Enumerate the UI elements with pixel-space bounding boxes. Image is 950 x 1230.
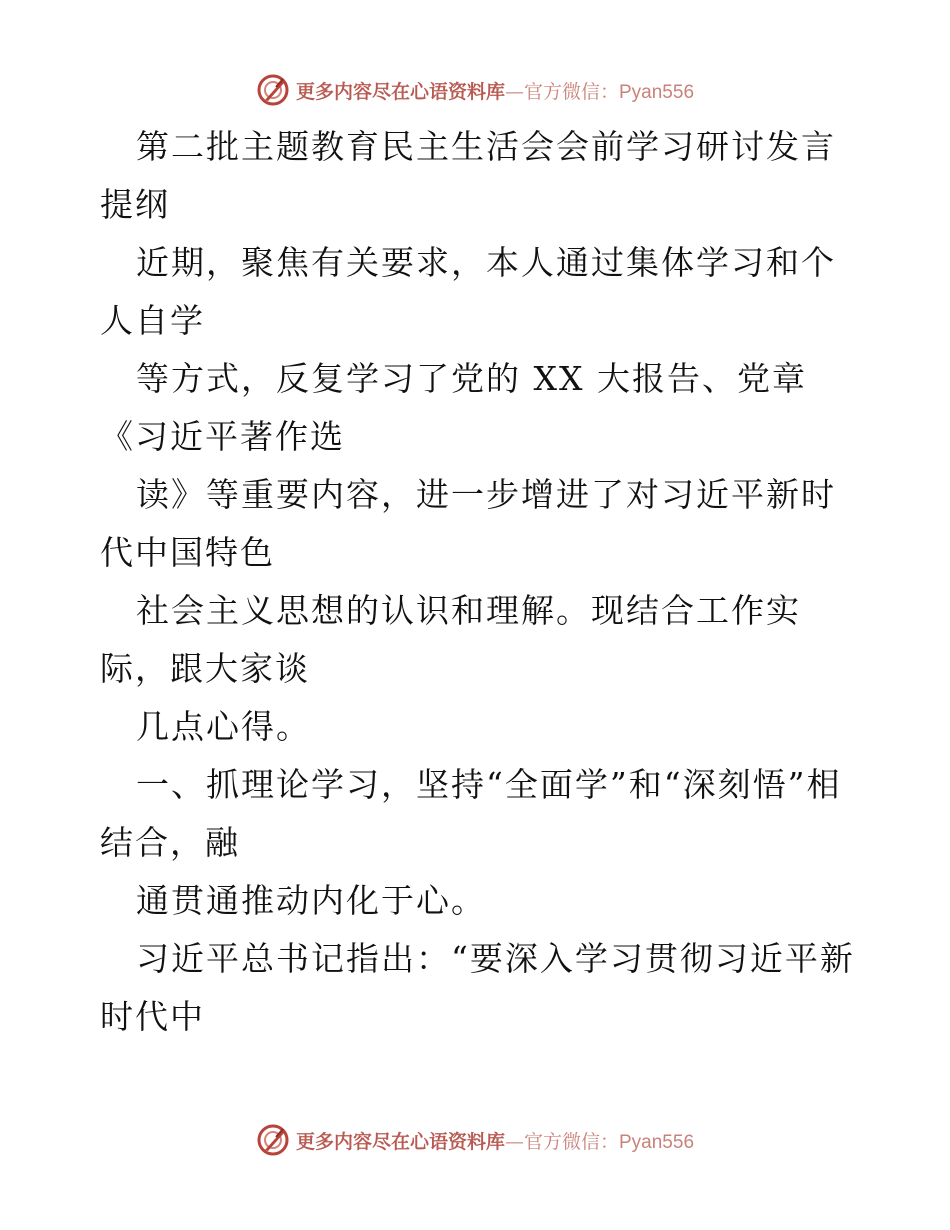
doc-paragraph: 社会主义思想的认识和理解。现结合工作实际，跟大家谈 — [100, 591, 801, 688]
watermark-account: Pyan556 — [619, 81, 695, 103]
doc-paragraph: 第二批主题教育民主生活会会前学习研讨发言提纲 — [100, 127, 836, 224]
doc-paragraph: 一、抓理论学习，坚持“全面学”和“深刻悟”相结合，融 — [100, 765, 842, 862]
header-watermark — [0, 70, 950, 110]
watermark-account: Pyan556 — [619, 1131, 695, 1153]
watermark-brand: 更多内容尽在心语资料库 — [295, 1130, 505, 1153]
footer-watermark — [0, 1120, 950, 1160]
watermark-dash: — — [504, 1130, 524, 1153]
doc-paragraph: 读》等重要内容，进一步增进了对习近平新时代中国特色 — [100, 475, 836, 572]
doc-paragraph: 习近平总书记指出：“要深入学习贯彻习近平新时代中 — [100, 939, 855, 1036]
document-body — [100, 118, 860, 1046]
doc-paragraph: 通贯通推动内化于心。 — [136, 881, 486, 920]
quill-logo-icon — [256, 1123, 290, 1157]
watermark-text — [296, 77, 694, 104]
watermark-official: 官方微信： — [523, 1130, 619, 1153]
watermark-official: 官方微信： — [523, 80, 619, 103]
doc-paragraph: 几点心得。 — [136, 707, 311, 746]
watermark-brand: 更多内容尽在心语资料库 — [295, 80, 505, 103]
watermark-text — [296, 1127, 694, 1154]
quill-logo-icon — [256, 73, 290, 107]
doc-paragraph: 等方式，反复学习了党的 XX 大报告、党章《习近平著作选 — [100, 359, 807, 456]
watermark-dash: — — [504, 80, 524, 103]
doc-paragraph: 近期，聚焦有关要求，本人通过集体学习和个人自学 — [100, 243, 836, 340]
